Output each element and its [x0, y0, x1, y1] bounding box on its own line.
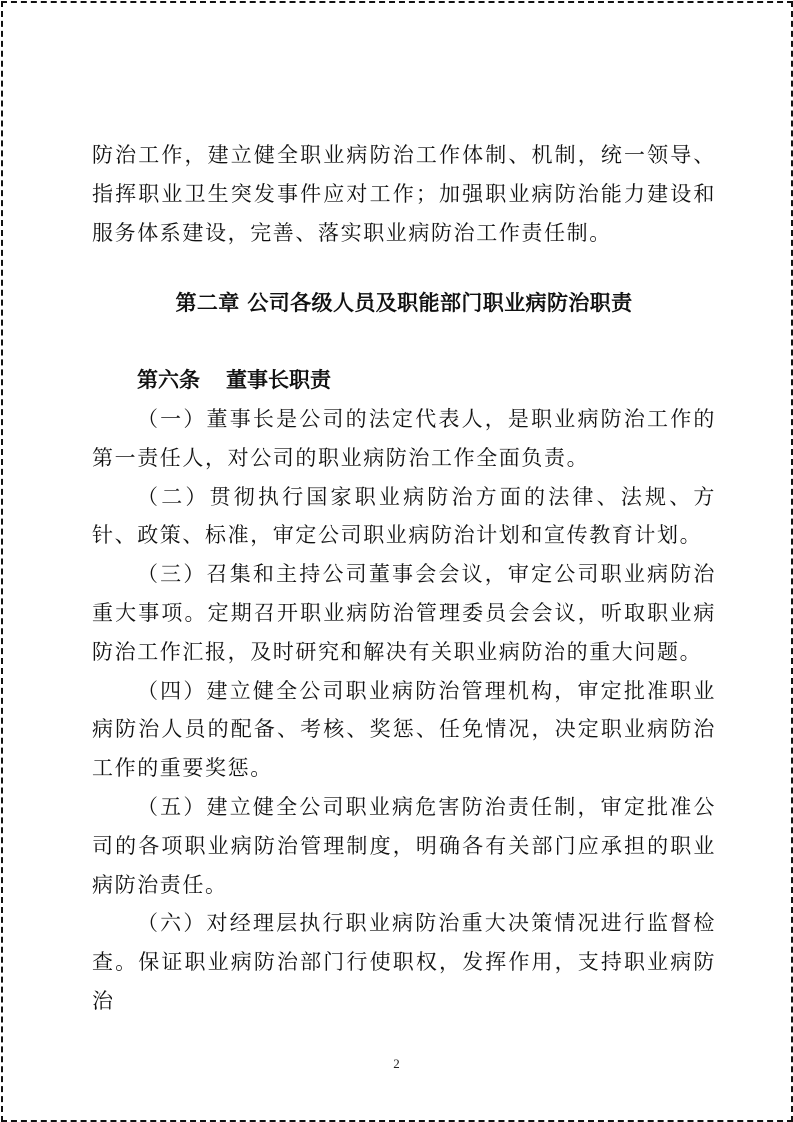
- clause-3: （三）召集和主持公司董事会会议，审定公司职业病防治重大事项。定期召开职业病防治管理委员会会议，听取职业病防治工作汇报，及时研究和解决有关职业病防治的重大问题。: [92, 562, 716, 664]
- clause-1: （一）董事长是公司的法定代表人，是职业病防治工作的第一责任人，对公司的职业病防治工作全面负责。: [92, 406, 716, 470]
- article-number: 第六条: [137, 367, 200, 393]
- clause-5: （五）建立健全公司职业病危害防治责任制，审定批准公司的各项职业病防治管理制度，明确各有关部门应承担的职业病防治责任。: [92, 794, 716, 897]
- clause-6: （六）对经理层执行职业病防治重大决策情况进行监督检查。保证职业病防治部门行使职权，发挥作用，支持职业病防治: [92, 911, 716, 1013]
- document-body: [92, 136, 716, 1021]
- clause-4: （四）建立健全公司职业病防治管理机构，审定批准职业病防治人员的配备、考核、奖惩、任免情况，决定职业病防治工作的重要奖惩。: [92, 678, 716, 781]
- continuation-paragraph: 防治工作，建立健全职业病防治工作体制、机制，统一领导、指挥职业卫生突发事件应对工作；加强职业病防治能力建设和服务体系建设，完善、落实职业病防治工作责任制。: [92, 143, 716, 245]
- chapter-heading: 第二章 公司各级人员及职能部门职业病防治职责: [175, 291, 633, 316]
- page-number: 2: [393, 1056, 400, 1071]
- article-heading: [92, 361, 716, 400]
- article-title: 董事长职责: [226, 367, 331, 393]
- clause-2: （二）贯彻执行国家职业病防治方面的法律、法规、方针、政策、标准，审定公司职业病防治计划和宣传教育计划。: [92, 484, 716, 548]
